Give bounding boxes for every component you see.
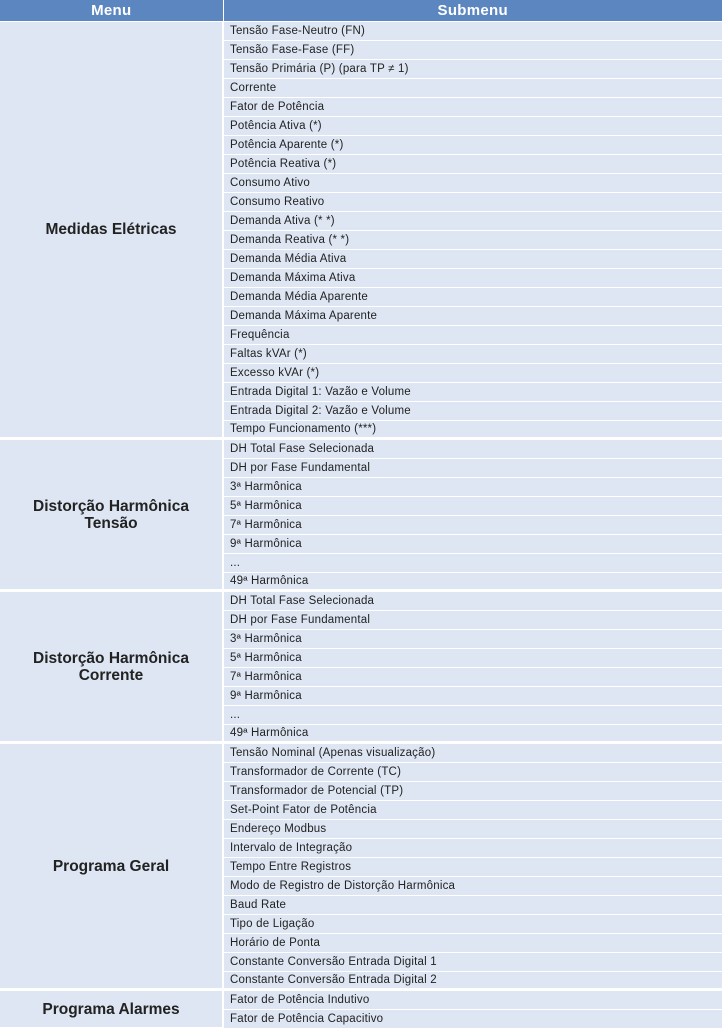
menu-category: Medidas Elétricas — [0, 22, 223, 439]
submenu-item: 7ª Harmônica — [223, 668, 722, 687]
submenu-item: Constante Conversão Entrada Digital 1 — [223, 953, 722, 972]
menu-column-header: Menu — [0, 0, 223, 22]
submenu-item: Intervalo de Integração — [223, 839, 722, 858]
submenu-item: Frequência — [223, 326, 722, 345]
submenu-item: DH Total Fase Selecionada — [223, 439, 722, 459]
submenu-item: Tempo Funcionamento (***) — [223, 421, 722, 439]
table-row — [0, 990, 722, 1010]
submenu-item: Tempo Entre Registros — [223, 858, 722, 877]
submenu-item: Transformador de Potencial (TP) — [223, 782, 722, 801]
submenu-item: Modo de Registro de Distorção Harmônica — [223, 877, 722, 896]
submenu-item: Demanda Máxima Ativa — [223, 269, 722, 288]
submenu-item: Transformador de Corrente (TC) — [223, 763, 722, 782]
submenu-item: Tensão Primária (P) (para TP ≠ 1) — [223, 60, 722, 79]
submenu-item: Corrente — [223, 79, 722, 98]
menu-category: Programa Geral — [0, 743, 223, 990]
submenu-item: Entrada Digital 2: Vazão e Volume — [223, 402, 722, 421]
table-row — [0, 22, 722, 41]
submenu-item: Fator de Potência Indutivo — [223, 990, 722, 1010]
submenu-item: 49ª Harmônica — [223, 573, 722, 591]
menu-category: Distorção Harmônica Corrente — [0, 591, 223, 743]
submenu-item: Fator de Potência Capacitivo — [223, 1010, 722, 1029]
table-row — [0, 591, 722, 611]
submenu-column-header: Submenu — [223, 0, 722, 22]
submenu-item: ... — [223, 706, 722, 725]
submenu-item: Entrada Digital 1: Vazão e Volume — [223, 383, 722, 402]
submenu-item: Potência Aparente (*) — [223, 136, 722, 155]
submenu-item: Consumo Ativo — [223, 174, 722, 193]
submenu-item: Faltas kVAr (*) — [223, 345, 722, 364]
submenu-item: 3ª Harmônica — [223, 630, 722, 649]
submenu-item: 7ª Harmônica — [223, 516, 722, 535]
submenu-item: Potência Reativa (*) — [223, 155, 722, 174]
submenu-item: DH por Fase Fundamental — [223, 611, 722, 630]
submenu-item: Set-Point Fator de Potência — [223, 801, 722, 820]
submenu-item: Excesso kVAr (*) — [223, 364, 722, 383]
submenu-item: 9ª Harmônica — [223, 687, 722, 706]
submenu-item: Endereço Modbus — [223, 820, 722, 839]
submenu-item: 3ª Harmônica — [223, 478, 722, 497]
submenu-item: Demanda Máxima Aparente — [223, 307, 722, 326]
submenu-item: ... — [223, 554, 722, 573]
menu-category: Programa Alarmes — [0, 990, 223, 1029]
submenu-item: Demanda Ativa (* *) — [223, 212, 722, 231]
table-row — [0, 743, 722, 763]
submenu-item: Horário de Ponta — [223, 934, 722, 953]
table-row — [0, 439, 722, 459]
submenu-item: 9ª Harmônica — [223, 535, 722, 554]
submenu-item: Tensão Nominal (Apenas visualização) — [223, 743, 722, 763]
submenu-item: Tensão Fase-Neutro (FN) — [223, 22, 722, 41]
menu-category: Distorção Harmônica Tensão — [0, 439, 223, 591]
table-body — [0, 22, 722, 1029]
submenu-item: 49ª Harmônica — [223, 725, 722, 743]
submenu-item: Baud Rate — [223, 896, 722, 915]
submenu-item: Demanda Média Aparente — [223, 288, 722, 307]
submenu-item: 5ª Harmônica — [223, 497, 722, 516]
submenu-item: Fator de Potência — [223, 98, 722, 117]
submenu-item: DH Total Fase Selecionada — [223, 591, 722, 611]
submenu-item: DH por Fase Fundamental — [223, 459, 722, 478]
submenu-item: Constante Conversão Entrada Digital 2 — [223, 972, 722, 990]
submenu-item: Consumo Reativo — [223, 193, 722, 212]
submenu-item: Tipo de Ligação — [223, 915, 722, 934]
submenu-item: 5ª Harmônica — [223, 649, 722, 668]
header-row — [0, 0, 722, 22]
submenu-item: Potência Ativa (*) — [223, 117, 722, 136]
submenu-item: Tensão Fase-Fase (FF) — [223, 41, 722, 60]
submenu-item: Demanda Média Ativa — [223, 250, 722, 269]
submenu-item: Demanda Reativa (* *) — [223, 231, 722, 250]
